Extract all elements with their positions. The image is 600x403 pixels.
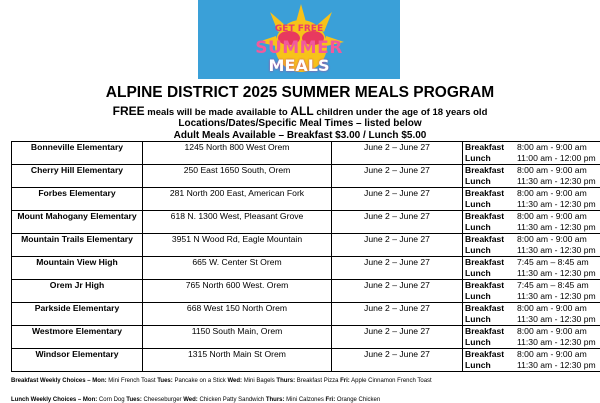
lunch-label: Lunch [465,268,491,278]
breakfast-time: 8:00 am - 9:00 am [517,142,587,152]
breakfast-weekly-choices [11,378,432,384]
table-row [12,280,600,303]
day-label: Thurs: [265,397,285,403]
day-label: Wed: [227,378,243,384]
adult-meals-note: Adult Meals Available – Breakfast $3.00 / Lunch $5.00 [173,130,427,141]
menu-item: Breakfast Pizza [296,378,339,384]
all-word: ALL [290,104,314,118]
location-name: Mountain Trails Elementary [12,234,143,257]
breakfast-label: Breakfast [465,234,505,244]
lunch-label: Lunch [465,176,491,186]
date-range: June 2 – June 27 [332,211,463,234]
lunch-label: Lunch [465,222,491,232]
location-name: Forbes Elementary [12,188,143,211]
lunch-time: 11:30 am - 12:30 pm [517,199,596,209]
menu-item: Corn Dog [98,397,125,403]
meal-locations-table [11,141,600,372]
location-address: 765 North 600 West. Orem [143,280,332,303]
table-row [12,211,600,234]
location-name: Westmore Elementary [12,326,143,349]
logo-text-meals: MEALS [268,56,330,75]
location-address: 1150 South Main, Orem [143,326,332,349]
date-range: June 2 – June 27 [332,349,463,372]
location-name: Mountain View High [12,257,143,280]
breakfast-time: 8:00 am - 9:00 am [517,349,587,359]
breakfast-time: 8:00 am - 9:00 am [517,326,587,336]
menu-item: Cheeseburger [143,397,182,403]
meal-times [463,188,600,211]
statement-part-1: meals will be made available to [144,107,291,118]
meal-times [463,234,600,257]
location-name: Parkside Elementary [12,303,143,326]
meal-times [463,165,600,188]
breakfast-label: Breakfast [465,280,505,290]
lunch-weekly-label: Lunch Weekly Choices – [11,397,82,403]
table-row [12,165,600,188]
breakfast-label: Breakfast [465,326,505,336]
meal-times [463,257,600,280]
menu-item: Pancake on a Stick [174,378,226,384]
day-label: Fri: [325,397,336,403]
breakfast-label: Breakfast [465,188,505,198]
menu-item: Chicken Patty Sandwich [199,397,265,403]
day-label: Fri: [340,378,350,384]
locations-heading: Locations/Dates/Specific Meal Times – listed below [178,118,422,129]
location-name: Cherry Hill Elementary [12,165,143,188]
date-range: June 2 – June 27 [332,326,463,349]
lunch-label: Lunch [465,360,491,370]
table-row [12,349,600,372]
menu-item: Mini Bagels [243,378,275,384]
day-label: Tues: [157,378,173,384]
lunch-time: 11:30 am - 12:30 pm [517,222,596,232]
meal-times [463,142,600,165]
lunch-label: Lunch [465,337,491,347]
day-label: Mon: [82,397,98,403]
breakfast-time: 8:00 am - 9:00 am [517,188,587,198]
lunch-label: Lunch [465,291,491,301]
lunch-label: Lunch [465,245,491,255]
table-row [12,257,600,280]
breakfast-label: Breakfast [465,165,505,175]
free-meals-statement [0,104,600,118]
lunch-time: 11:30 am - 12:30 pm [517,337,596,347]
breakfast-time: 7:45 am – 8:45 am [517,257,589,267]
menu-item: Apple Cinnamon French Toast [351,378,432,384]
location-address: 3951 N Wood Rd, Eagle Mountain [143,234,332,257]
table-row [12,234,600,257]
meal-times [463,211,600,234]
table-row [12,326,600,349]
breakfast-label: Breakfast [465,142,505,152]
free-word: FREE [112,104,145,118]
breakfast-time: 8:00 am - 9:00 am [517,211,587,221]
lunch-time: 11:30 am - 12:30 pm [517,314,596,324]
statement-part-2: children under the age of 18 years old [313,107,488,118]
location-address: 1245 North 800 West Orem [143,142,332,165]
date-range: June 2 – June 27 [332,142,463,165]
breakfast-label: Breakfast [465,349,505,359]
meal-times [463,280,600,303]
lunch-time: 11:30 am - 12:30 pm [517,245,596,255]
logo-text-get-free: GET FREE [274,24,324,34]
lunch-time: 11:30 am - 12:30 pm [517,291,596,301]
location-name: Mount Mahogany Elementary [12,211,143,234]
lunch-time: 11:30 am - 12:30 pm [517,176,596,186]
summer-meals-logo [198,0,400,79]
breakfast-time: 8:00 am - 9:00 am [517,165,587,175]
meal-times [463,349,600,372]
date-range: June 2 – June 27 [332,165,463,188]
meal-times [463,326,600,349]
day-label: Tues: [126,397,142,403]
breakfast-label: Breakfast [465,303,505,313]
date-range: June 2 – June 27 [332,234,463,257]
lunch-time: 11:30 am - 12:30 pm [517,360,596,370]
breakfast-time: 8:00 am - 9:00 am [517,303,587,313]
location-address: 1315 North Main St Orem [143,349,332,372]
day-label: Wed: [183,397,198,403]
location-name: Windsor Elementary [12,349,143,372]
lunch-time: 11:30 am - 12:30 pm [517,268,596,278]
menu-item: Orange Chicken [336,397,381,403]
logo-text-summer: SUMMER [255,38,343,58]
date-range: June 2 – June 27 [332,188,463,211]
date-range: June 2 – June 27 [332,280,463,303]
breakfast-time: 8:00 am - 9:00 am [517,234,587,244]
breakfast-time: 7:45 am – 8:45 am [517,280,589,290]
day-label: Thurs: [276,378,296,384]
location-address: 618 N. 1300 West, Pleasant Grove [143,211,332,234]
lunch-time: 11:00 am - 12:00 pm [517,153,596,163]
location-name: Bonneville Elementary [12,142,143,165]
day-label: Mon: [92,378,107,384]
table-row [12,142,600,165]
lunch-label: Lunch [465,199,491,209]
menu-item: Mini French Toast [108,378,156,384]
meal-times [463,303,600,326]
breakfast-weekly-label: Breakfast Weekly Choices – [11,378,91,384]
lunch-label: Lunch [465,153,491,163]
date-range: June 2 – June 27 [332,257,463,280]
breakfast-label: Breakfast [465,257,505,267]
lunch-weekly-choices [11,397,380,403]
location-address: 665 W. Center St Orem [143,257,332,280]
date-range: June 2 – June 27 [332,303,463,326]
location-address: 668 West 150 North Orem [143,303,332,326]
menu-item: Mini Calzones [286,397,324,403]
table-row [12,303,600,326]
location-address: 281 North 200 East, American Fork [143,188,332,211]
breakfast-label: Breakfast [465,211,505,221]
location-address: 250 East 1650 South, Orem [143,165,332,188]
lunch-label: Lunch [465,314,491,324]
table-row [12,188,600,211]
page-title: ALPINE DISTRICT 2025 SUMMER MEALS PROGRAM [105,84,495,101]
location-name: Orem Jr High [12,280,143,303]
